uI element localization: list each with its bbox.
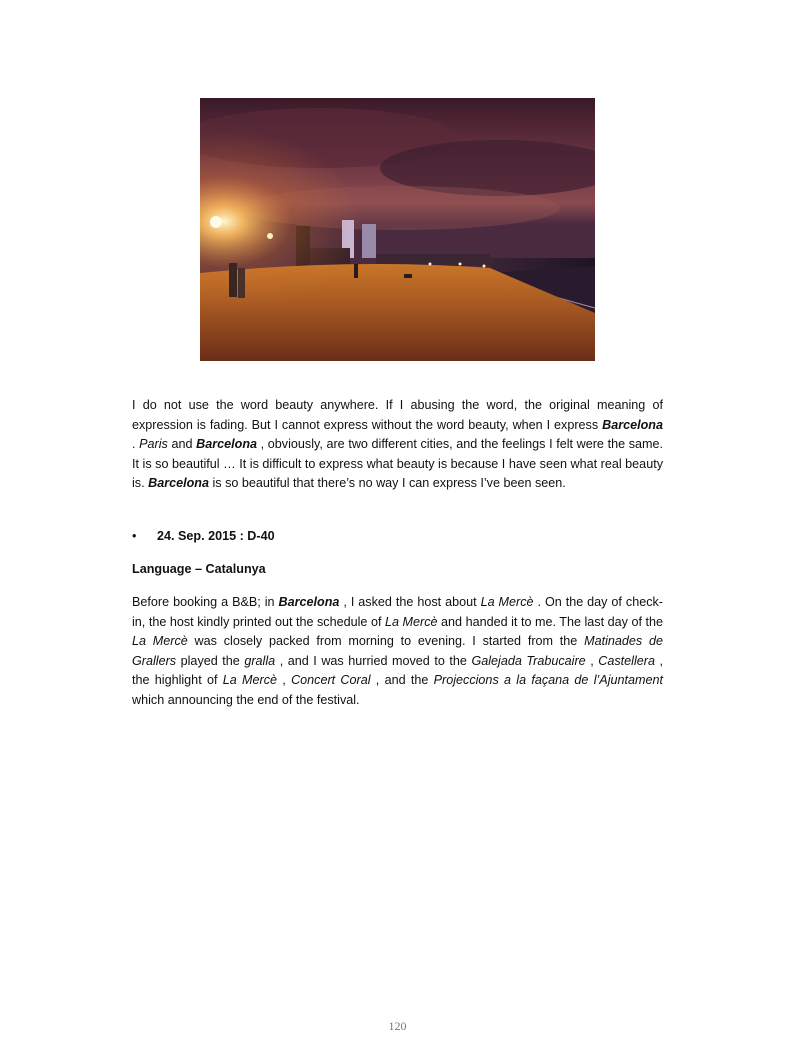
- p2-text-2: , I asked the host about: [339, 595, 481, 609]
- page-number: 120: [388, 1019, 407, 1033]
- beach-night-photo: [200, 98, 595, 361]
- p2-barcelona: Barcelona: [278, 595, 340, 609]
- p2-concert-coral: Concert Coral: [291, 673, 371, 688]
- section-heading: Language – Catalunya: [132, 562, 266, 576]
- p2-la-merce-3: La Mercè: [132, 634, 188, 649]
- p2-text-7: , and I was hurried moved to the: [275, 653, 472, 668]
- p2-text-3: . On the day of check-in, the host kindly printed out the schedule of: [132, 595, 663, 629]
- p1-barcelona-2: Barcelona: [196, 437, 258, 452]
- p2-castellera: Castellera: [598, 653, 655, 668]
- p2-projeccions: Projeccions a la façana de l’Ajuntament: [433, 673, 664, 688]
- p2-la-merce-4: La Mercè: [222, 673, 278, 688]
- p2-text-1: Before booking a B&B; in: [132, 595, 279, 609]
- p2-gralla: gralla: [244, 653, 276, 668]
- p1-text-5: is so beautiful that there’s no way I can express I’ve been seen.: [209, 476, 566, 491]
- p1-text-4: , obviously, are two different cities, and the feelings I felt were the same. It is so beautiful … It is difficult to express what beauty is because I have seen what real beauty is.: [132, 437, 664, 491]
- p2-text-12: which announcing the end of the festival.: [132, 692, 360, 707]
- p2-text-5: was closely packed from morning to evening. I started from the: [187, 634, 585, 649]
- p1-barcelona-1: Barcelona: [602, 417, 663, 432]
- paragraph-beauty: [132, 396, 663, 494]
- p1-paris: Paris: [139, 437, 168, 452]
- p2-text-8: ,: [585, 653, 599, 668]
- p1-barcelona-3: Barcelona: [148, 476, 209, 491]
- bullet-date-text: 24. Sep. 2015 : D-40: [157, 529, 275, 543]
- p2-text-6: played the: [176, 653, 245, 668]
- p2-la-merce-2: La Mercè: [384, 614, 438, 629]
- p2-galejada: Galejada Trabucaire: [471, 653, 586, 668]
- p2-text-10: ,: [277, 673, 292, 688]
- p2-text-11: , and the: [370, 673, 434, 688]
- p2-text-4: and handed it to me. The last day of the: [437, 614, 663, 629]
- p2-matinades: Matinades de Grallers: [132, 634, 663, 668]
- p2-la-merce-1: La Mercè: [480, 595, 534, 609]
- p1-text-2: .: [132, 437, 140, 452]
- paragraph-la-merce: [132, 593, 663, 711]
- p2-text-9: , the highlight of: [132, 653, 664, 688]
- p1-text-1: I do not use the word beauty anywhere. If I abusing the word, the original meaning of expression is fading. But I cannot express without the word beauty, when I express: [132, 398, 663, 432]
- p1-text-3: and: [167, 437, 197, 452]
- photo-illustration: [200, 98, 595, 361]
- bullet-icon: •: [132, 529, 137, 543]
